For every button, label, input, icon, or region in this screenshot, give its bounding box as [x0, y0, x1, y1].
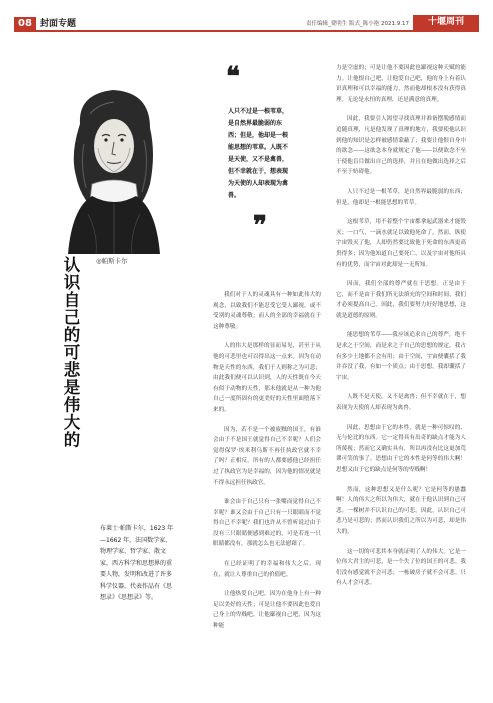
portrait-illustration: [58, 84, 168, 254]
masthead-logo: 十堰周刊: [413, 15, 479, 30]
page-number-badge: 08: [14, 17, 36, 31]
paragraph: 我们对于人的灵魂具有一种如此伟大的观念，以致我们不能忍受它受人鄙视，或不受别的灵魂尊敬；而人的全部的幸福就在于这种尊敬。: [213, 292, 321, 330]
editor-credits: 责任编辑_费明生 版式_陈小艳 2021.9.17: [306, 21, 409, 27]
open-quote-icon: ❝: [226, 62, 240, 92]
paragraph: 在已经证明了的幸福和伟大之后，现在，就让人尊重自己的价值吧。: [213, 561, 321, 578]
paragraph: 能思想的苇草——我应该追求自己的尊严，绝不是求之于空间，而是求之于自己的思想的规定。我占有多少土地都不会有用；由于空间，宇宙便囊括了我并吞没了我，有如一个质点；由于思想，我却囊括了宇宙。: [336, 332, 466, 381]
article-title: 认识自己的可悲是伟大的: [61, 256, 80, 449]
paragraph: 这根苇草，用不着整个宇宙都拿起武器来才能毁灭；一口气、一滴水就足以致他死命了。然而，纵使宇宙毁灭了他，人却仍然要比致他于死命的东西更高贵得多；因为他知道自己要死亡，以及宇宙对他所具有的优势，而宇宙对此却是一无所知。: [336, 219, 466, 268]
paragraph: 然而，这种思想又是什么呢？它是何等的愚蠢啊！人的伟大之所以为伟大，就在于他认识到自己可悲。一棵树并不认识自己的可悲，因此，认识自己可悲乃是可悲的；然而认识我们之所以为可悲，却是伟大的。: [336, 486, 466, 535]
pull-quote: 人只不过是一根苇草，是自然界最脆弱的东西；但是，他却是一根能思想的苇草。人既不是天使，又不是禽兽，但不幸就在于，想表现为天使的人却表现为禽兽。: [228, 108, 289, 199]
article-column-left: [213, 290, 321, 641]
paragraph: 谁会由于自己只有一张嘴而觉得自己不幸呢？谁又会由于自己只有一只眼睛而不觉得自己不幸呢？我们也许从不曾听说过由于没有三只眼睛便感到难过的，可是若连一只眼睛都没有，那就怎么也无法慰藉了。: [213, 499, 321, 548]
paragraph: 力是空虚的；可是让他不要因此也鄙视这种天赋的能力。让他恨自己吧，让他爱自己吧，他的身上有着认识真理和可以幸福的能力，然而他却根本没有获得真理。无论是永恒的真理，还是满意的真理。: [336, 65, 466, 103]
paragraph: 让他热爱自己吧，因为在他身上有一种足以美好的天性；可是让他不要因此也爱自己身上的卑贱吧。让他鄙视自己吧，因为这种能: [213, 591, 321, 630]
section-title: 封面专题: [40, 19, 77, 29]
article-column-right: [336, 63, 466, 598]
paragraph: 人既不是天使，又不是禽兽；但不幸就在于，想表现为天使的人却表现为禽兽。: [336, 394, 466, 412]
paragraph: 人只不过是一根苇草，是自然界最脆弱的东西；但是，他却是一根能思想的苇草。: [336, 188, 466, 206]
paragraph: 因此，思想由于它的本性，就是一种可惊叹的、无与伦比的东西。它一定得具有出奇的缺点才能为人所蔑视；然而它又确实具有，所以再没有比这更加荒谬可笑的事了。思想由于它的本性是何等的伟大啊！思想又由于它的缺点是何等的卑贱啊！: [336, 424, 466, 473]
paragraph: 因而，我们全部的尊严就在于思想。正是由于它，而不是由于我们所无法填充的空间和时间，我们才必须提高自己。因此，我们要努力好好地思想，这就是道德的原则。: [336, 281, 466, 319]
paragraph: 人的伟大是那样的显而易见，甚至于从他的可悲里也可以得出这一点来。因为在动物是天性的东西，我们于人则称之为可悲；由此我们便可以认识到，人的天性既在今天有似于动物的天性，那末他就是从一种为他自己一度所固有的更美好的天性里面堕落下来的。: [213, 343, 321, 413]
close-quote-icon: ❞: [253, 211, 267, 241]
author-bio: 布莱士·帕斯卡尔，1623 年—1662 年，法国数学家、物理学家、哲学家、散文家，西方科学和思想界的重要人物，发明和改进了许多科学仪器，代表作品有《思想录》《思想录》等。: [100, 525, 174, 601]
portrait-caption: ◎帕斯卡尔: [96, 257, 128, 265]
header-divider: [14, 30, 479, 32]
paragraph: 因此，我要引人渴望寻找真理并准备摆脱感情而追随真理，凡是他发现了真理的地方，我要使他认识到他的知识是怎样被感情蒙蔽了；我要让他恨自身中的欲念——这欲念本身就规定了他——以便欲念不至于使他盲目做出自己的选择，并且在他做出选择之后不至于妨碍他。: [336, 116, 466, 176]
paragraph: 这一切的可悲其本身就证明了人的伟大。它是一位伟大君主的可悲，是一个失了位的国王的可悲。我们没有感觉就不会可悲；一栋破房子就不会可悲。只有人才会可悲。: [336, 548, 466, 587]
paragraph: 因为，若不是一个被废黜的国王，有谁会由于不是国王就觉得自己不幸呢？人们会觉得保罗·埃米利乌斯不再任执政官就不幸了吗？正相反，所有的人都要感他已经担任过了执政官为是幸福的，因为他的情况就是不得永远担任执政官。: [213, 426, 321, 486]
